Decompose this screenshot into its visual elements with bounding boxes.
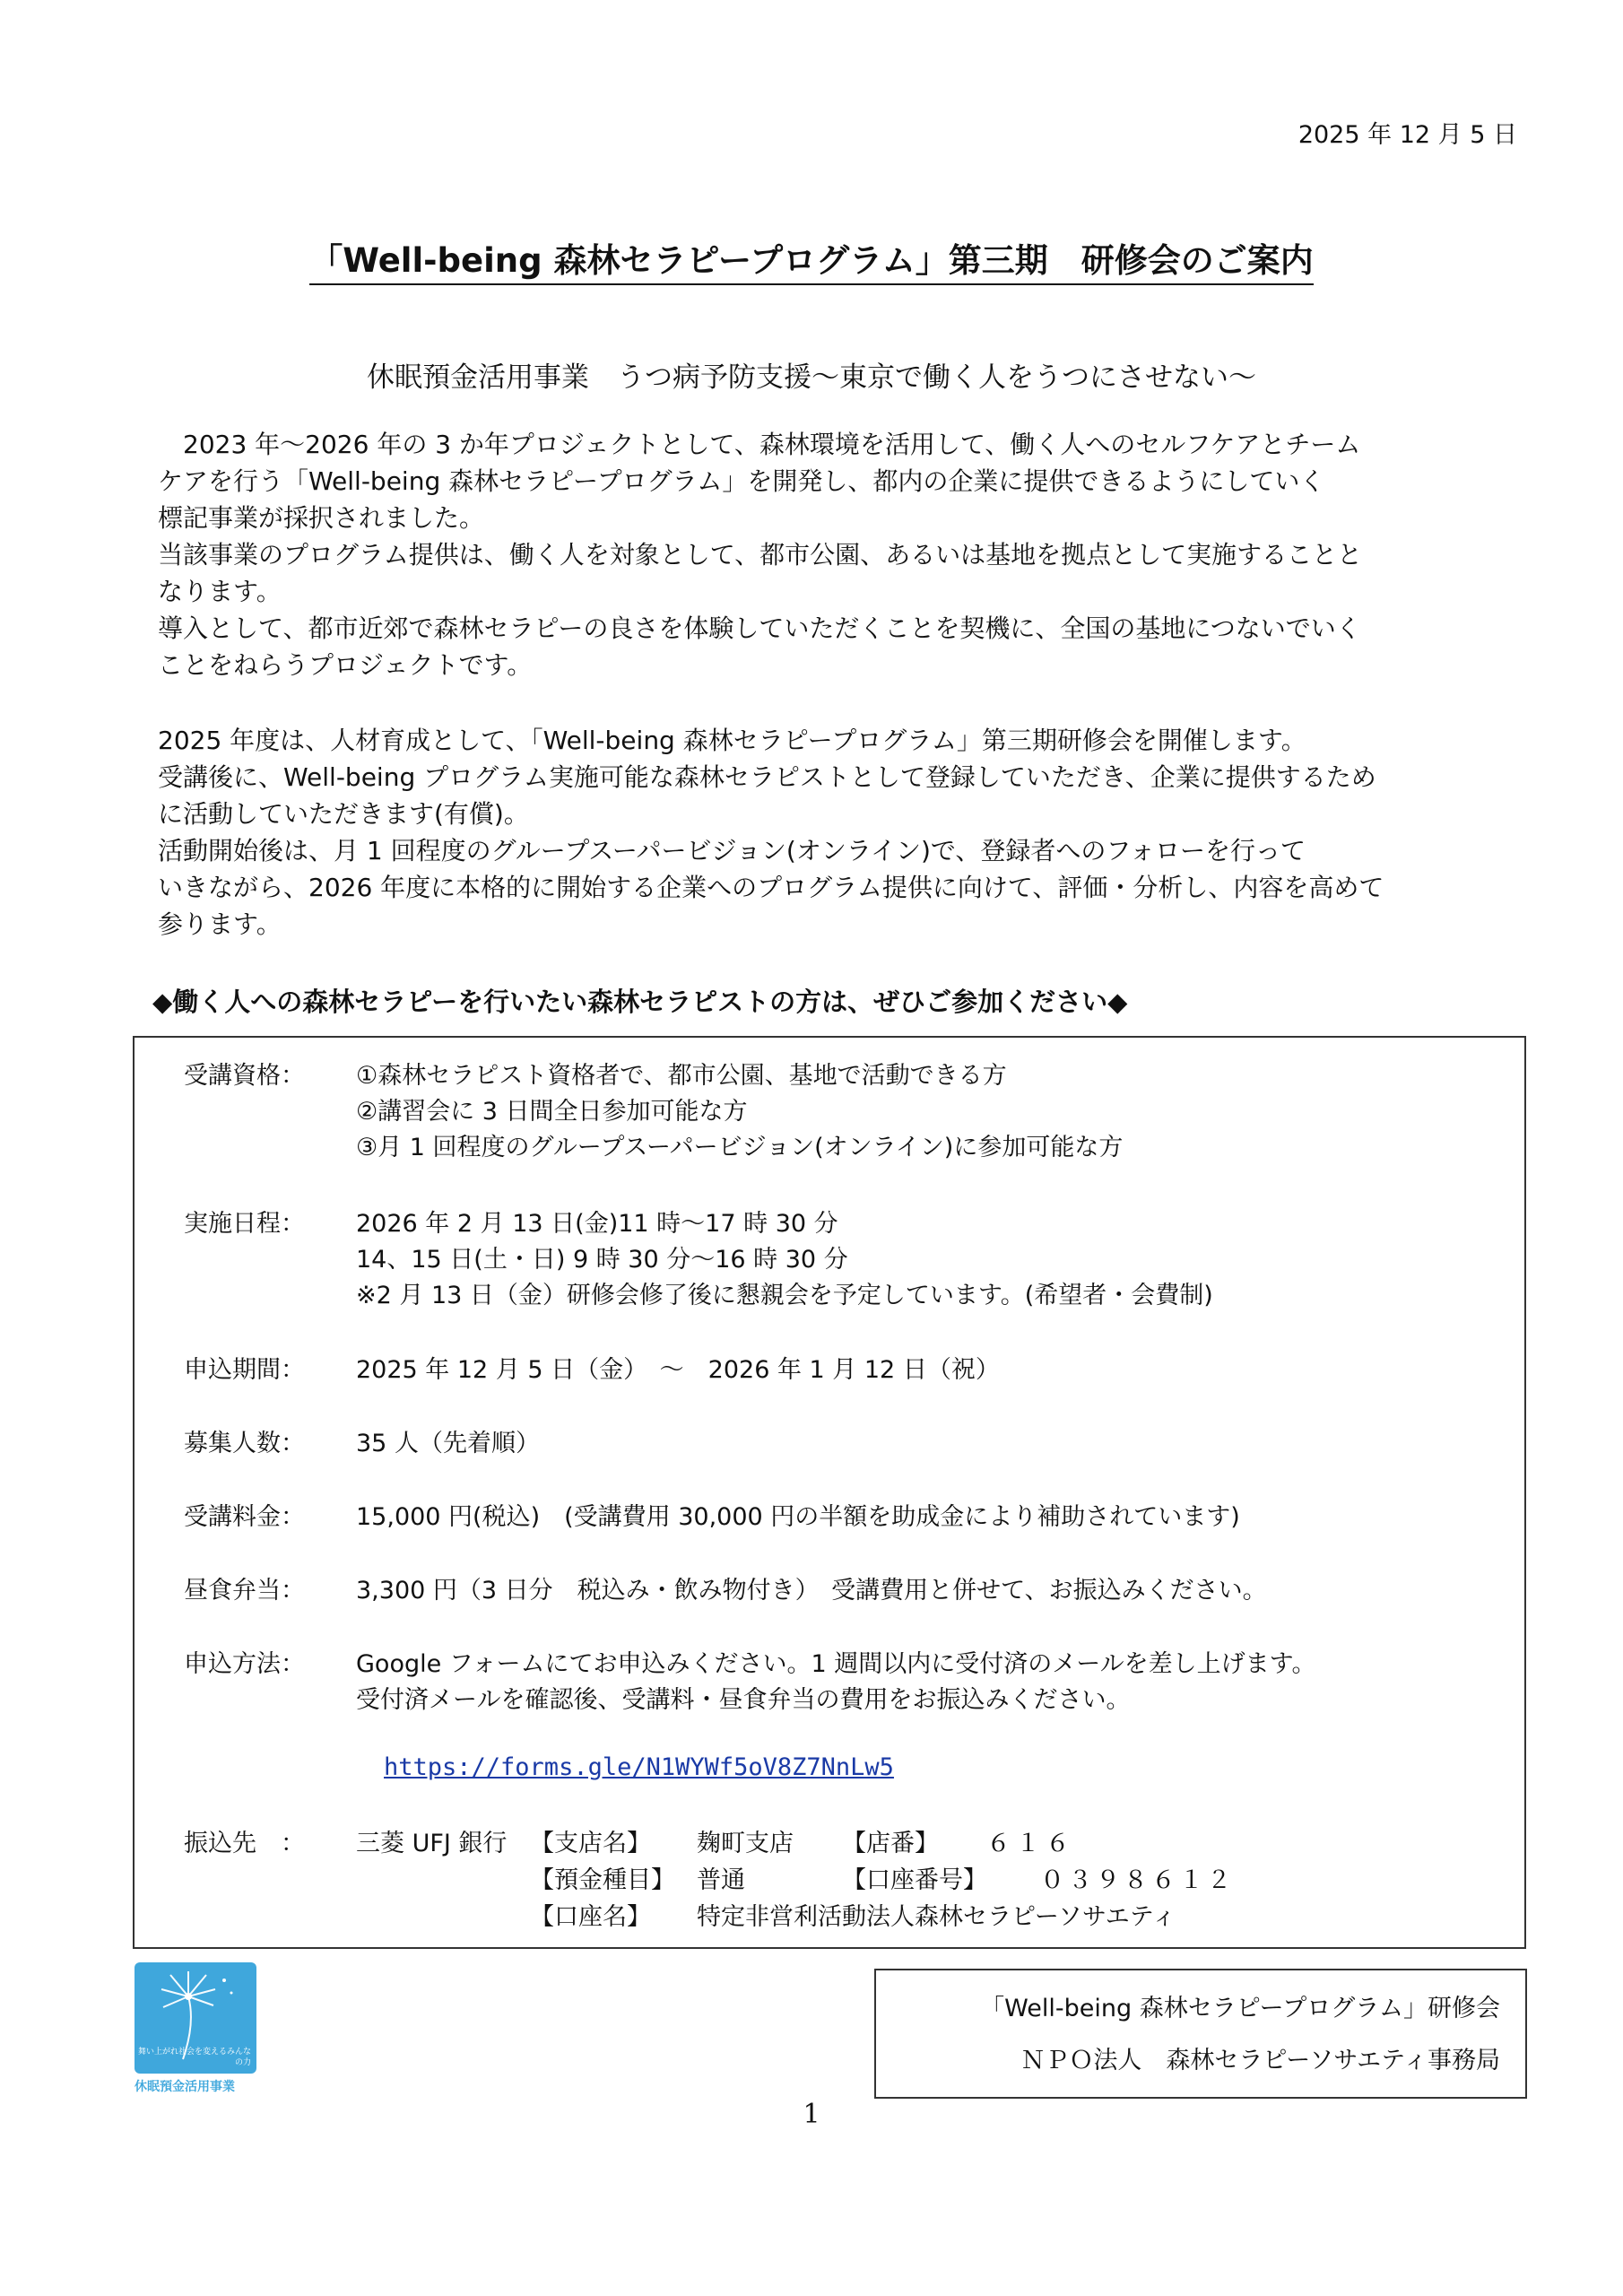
bank-name: 三菱 UFJ 銀行 xyxy=(356,1830,508,1857)
schedule-label: 実施日程： xyxy=(184,1210,305,1238)
schedule-item: 2026 年 2 月 13 日(金)11 時～17 時 30 分 xyxy=(356,1210,838,1238)
logo-caption: 休眠預金活用事業 xyxy=(135,2080,235,2094)
intro-line: なります。 xyxy=(158,577,282,606)
intro-line: 2023 年～2026 年の 3 か年プロジェクトとして、森林環境を活用して、働く人へのセルフケアとチーム xyxy=(158,430,1361,459)
document-subtitle: 休眠預金活用事業 うつ病予防支援～東京で働く人をうつにさせない～ xyxy=(367,361,1256,394)
document-date: 2025 年 12 月 5 日 xyxy=(1298,121,1517,149)
account-number: ０３９８６１２ xyxy=(1040,1866,1235,1894)
intro-line: 標記事業が採択されました。 xyxy=(158,503,485,533)
account-number-label: 【口座番号】 xyxy=(842,1866,987,1894)
branch-name: 麹町支店 xyxy=(697,1830,794,1857)
program-paragraph xyxy=(158,722,1530,943)
logo-tagline: 舞い上がれ社会を変えるみんなの力 xyxy=(137,2048,251,2067)
organizer-office: ＮＰＯ法人 森林セラピーソサエティ事務局 xyxy=(1020,2047,1500,2074)
method-item: Google フォームにてお申込みください。1 週間以内に受付済のメールを差し上げます。 xyxy=(356,1650,1316,1678)
logo-emblem xyxy=(135,1962,256,2074)
schedule-item: 14、15 日(土・日) 9 時 30 分～16 時 30 分 xyxy=(356,1246,848,1274)
branch-number: ６１６ xyxy=(986,1830,1075,1857)
intro-line: 導入として、都市近郊で森林セラピーの良さを体験していただくことを契機に、全国の基地につないでいく xyxy=(158,613,1361,643)
intro-line: ケアを行う「Well-being 森林セラピープログラム」を開発し、都内の企業に提供できるようにしていく xyxy=(158,466,1325,496)
organizer-box xyxy=(874,1969,1527,2099)
program-line: 活動開始後は、月 1 回程度のグループスーパービジョン(オンライン)で、登録者へのフォローを行って xyxy=(158,836,1306,865)
lunch-value: 3,300 円（3 日分 税込み・飲み物付き） 受講費用と併せて、お振込みください。 xyxy=(356,1577,1267,1605)
account-name-label: 【口座名】 xyxy=(530,1903,651,1931)
page-number: 1 xyxy=(803,2099,820,2130)
method-label: 申込方法： xyxy=(184,1650,305,1678)
qualification-label: 受講資格： xyxy=(184,1062,305,1090)
program-line: 参ります。 xyxy=(158,909,282,939)
qualification-item: ①森林セラピスト資格者で、都市公園、基地で活動できる方 xyxy=(356,1062,1007,1090)
lunch-label: 昼食弁当： xyxy=(184,1577,305,1605)
program-line: いきながら、2026 年度に本格的に開始する企業へのプログラム提供に向けて、評価・分析し、内容を高めて xyxy=(158,873,1384,902)
call-to-action: ◆働く人への森林セラピーを行いたい森林セラピストの方は、ぜひご参加ください◆ xyxy=(152,987,1128,1017)
qualification-item: ②講習会に 3 日間全日参加可能な方 xyxy=(356,1098,748,1126)
document-title xyxy=(0,233,1623,282)
application-form-link[interactable]: https://forms.gle/N1WYWf5oV8Z7NnLw5 xyxy=(384,1753,894,1781)
intro-paragraph xyxy=(158,426,1530,683)
capacity-label: 募集人数： xyxy=(184,1430,305,1457)
fee-label: 受講料金： xyxy=(184,1503,305,1531)
intro-line: ことをねらうプロジェクトです。 xyxy=(158,650,533,680)
period-label: 申込期間： xyxy=(184,1356,305,1384)
fee-value: 15,000 円(税込) (受講費用 30,000 円の半額を助成金により補助されています) xyxy=(356,1503,1240,1531)
method-item: 受付済メールを確認後、受講料・昼食弁当の費用をお振込みください。 xyxy=(356,1686,1131,1714)
program-line: 受講後に、Well-being プログラム実施可能な森林セラピストとして登録していただき、企業に提供するため xyxy=(158,762,1376,792)
program-line: に活動していただきます(有償)。 xyxy=(158,799,529,829)
capacity-value: 35 人（先着順） xyxy=(356,1430,540,1457)
branch-number-label: 【店番】 xyxy=(842,1830,939,1857)
intro-line: 当該事業のプログラム提供は、働く人を対象として、都市公園、あるいは基地を拠点として実施することと xyxy=(158,540,1363,570)
account-type-label: 【預金種目】 xyxy=(530,1866,675,1894)
qualification-item: ③月 1 回程度のグループスーパービジョン(オンライン)に参加可能な方 xyxy=(356,1134,1124,1161)
schedule-item: ※2 月 13 日（金）研修会修了後に懇親会を予定しています。(希望者・会費制) xyxy=(356,1282,1213,1309)
period-value: 2025 年 12 月 5 日（金） ～ 2026 年 1 月 12 日（祝） xyxy=(356,1356,1000,1384)
details-box xyxy=(133,1036,1526,1949)
organizer-program: 「Well-being 森林セラピープログラム」研修会 xyxy=(980,1995,1500,2022)
document-title-text: 「Well-being 森林セラピープログラム」第三期 研修会のご案内 xyxy=(309,241,1314,285)
program-line: 2025 年度は、人材育成として、「Well-being 森林セラピープログラム」第三期研修会を開催します。 xyxy=(158,726,1306,755)
dormant-deposit-logo xyxy=(135,1962,260,2095)
account-type: 普通 xyxy=(697,1866,745,1894)
bank-label: 振込先 ： xyxy=(184,1830,305,1857)
account-name: 特定非営利活動法人森林セラピーソサエティ xyxy=(697,1903,1176,1931)
branch-label: 【支店名】 xyxy=(530,1830,651,1857)
